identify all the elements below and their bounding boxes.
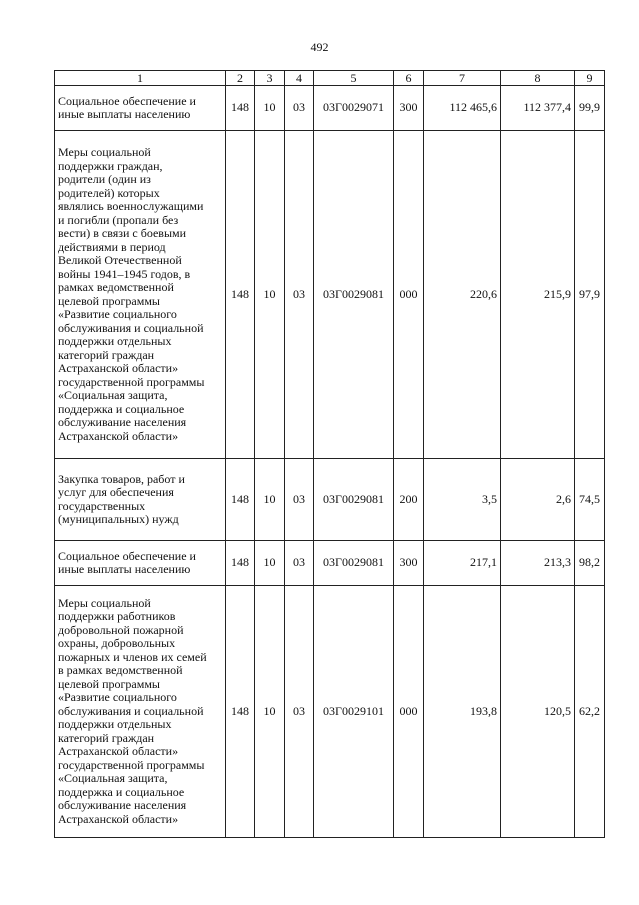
description-line: вести) в связи с боевыми xyxy=(58,226,187,240)
col-9-cell: 97,9 xyxy=(575,131,605,459)
description-line: поддержки граждан, xyxy=(58,158,163,173)
col-7-cell: 217,1 xyxy=(424,541,501,586)
description-line: Астраханской области» xyxy=(58,811,179,826)
description-line: Социальное обеспечение и xyxy=(58,93,196,108)
table-body xyxy=(55,71,605,838)
description-line: в рамках ведомственной xyxy=(58,663,183,678)
col-2-cell: 148 xyxy=(226,131,255,459)
description-line: (муниципальных) нужд xyxy=(58,512,179,526)
col-7-cell: 220,6 xyxy=(424,131,501,459)
col-2-cell: 148 xyxy=(226,541,255,586)
description-line: обслуживания и социальной xyxy=(58,320,204,335)
description-line: поддержка и социальное xyxy=(58,401,185,416)
column-header: 8 xyxy=(501,71,575,86)
description-line: Социальное обеспечение и xyxy=(58,548,196,563)
column-header: 5 xyxy=(314,71,394,86)
col-6-cell: 300 xyxy=(394,86,424,131)
budget-table xyxy=(54,70,605,838)
description-line: и погибли (пропали без xyxy=(58,212,179,227)
description-line: охраны, добровольных xyxy=(58,636,176,651)
col-9-cell: 98,2 xyxy=(575,541,605,586)
col-6-cell: 200 xyxy=(394,459,424,541)
col-5-cell: 03Г0029101 xyxy=(314,586,394,838)
description-line: поддержки отдельных xyxy=(58,717,172,732)
description-line: Астраханской области» xyxy=(58,428,179,443)
row-description xyxy=(55,586,226,838)
row-description xyxy=(55,86,226,131)
description-line: родителей) которых xyxy=(58,185,160,200)
description-line: обслуживания и социальной xyxy=(58,703,204,718)
col-8-cell: 2,6 xyxy=(501,459,575,541)
description-line: Астраханской области» xyxy=(58,744,179,759)
description-line: Великой Отечественной xyxy=(58,253,182,267)
col-7-cell: 3,5 xyxy=(424,459,501,541)
column-header: 4 xyxy=(285,71,314,86)
col-9-cell: 74,5 xyxy=(575,459,605,541)
col-6-cell: 300 xyxy=(394,541,424,586)
description-line: категорий граждан xyxy=(58,347,155,362)
description-line: действиями в период xyxy=(58,239,166,254)
column-header: 7 xyxy=(424,71,501,86)
col-9-cell: 99,9 xyxy=(575,86,605,131)
row-description xyxy=(55,131,226,459)
col-6-cell: 000 xyxy=(394,586,424,838)
col-3-cell: 10 xyxy=(255,131,285,459)
table-row xyxy=(55,586,605,838)
description-line: поддержки работников xyxy=(58,609,176,624)
description-line: «Социальная защита, xyxy=(58,388,168,402)
description-line: «Социальная защита, xyxy=(58,771,168,786)
description-line: войны 1941–1945 годов, в xyxy=(58,266,191,281)
column-header: 3 xyxy=(255,71,285,86)
table-row xyxy=(55,86,605,131)
description-line: государственных xyxy=(58,498,146,513)
row-description xyxy=(55,541,226,586)
description-line: Астраханской области» xyxy=(58,361,179,375)
col-3-cell: 10 xyxy=(255,86,285,131)
page-number: 492 xyxy=(310,40,329,54)
description-line: родители (один из xyxy=(58,172,151,186)
col-3-cell: 10 xyxy=(255,541,285,586)
description-line: целевой программы xyxy=(58,676,160,691)
col-8-cell: 215,9 xyxy=(501,131,575,459)
col-5-cell: 03Г0029081 xyxy=(314,541,394,586)
col-6-cell: 000 xyxy=(394,131,424,459)
col-2-cell: 148 xyxy=(226,459,255,541)
col-8-cell: 112 377,4 xyxy=(501,86,575,131)
description-line: поддержки отдельных xyxy=(58,334,172,348)
col-5-cell: 03Г0029071 xyxy=(314,86,394,131)
column-header: 9 xyxy=(575,71,605,86)
column-header: 1 xyxy=(55,71,226,86)
description-line: «Развитие социального xyxy=(58,690,177,705)
description-line: категорий граждан xyxy=(58,730,155,745)
row-description xyxy=(55,459,226,541)
col-2-cell: 148 xyxy=(226,86,255,131)
table-row xyxy=(55,131,605,459)
header-row xyxy=(55,71,605,86)
col-3-cell: 10 xyxy=(255,586,285,838)
col-8-cell: 213,3 xyxy=(501,541,575,586)
col-9-cell: 62,2 xyxy=(575,586,605,838)
column-header: 6 xyxy=(394,71,424,86)
col-3-cell: 10 xyxy=(255,459,285,541)
description-line: целевой программы xyxy=(58,293,160,308)
description-line: иные выплаты населению xyxy=(58,562,191,576)
description-line: обслуживание населения xyxy=(58,798,187,813)
col-4-cell: 03 xyxy=(285,459,314,541)
description-line: поддержка и социальное xyxy=(58,784,185,799)
col-4-cell: 03 xyxy=(285,586,314,838)
description-line: являлись военнослужащими xyxy=(58,199,204,213)
description-line: Меры социальной xyxy=(58,145,151,159)
col-7-cell: 112 465,6 xyxy=(424,86,501,131)
description-line: Меры социальной xyxy=(58,595,151,610)
col-4-cell: 03 xyxy=(285,541,314,586)
description-line: иные выплаты населению xyxy=(58,107,191,121)
description-line: услуг для обеспечения xyxy=(58,485,174,499)
col-4-cell: 03 xyxy=(285,131,314,459)
description-line: Закупка товаров, работ и xyxy=(58,471,185,486)
description-line: добровольной пожарной xyxy=(58,622,184,637)
description-line: рамках ведомственной xyxy=(58,280,174,294)
col-7-cell: 193,8 xyxy=(424,586,501,838)
description-line: обслуживание населения xyxy=(58,415,187,429)
col-4-cell: 03 xyxy=(285,86,314,131)
description-line: государственной программы xyxy=(58,374,205,389)
col-8-cell: 120,5 xyxy=(501,586,575,838)
col-5-cell: 03Г0029081 xyxy=(314,459,394,541)
col-2-cell: 148 xyxy=(226,586,255,838)
description-line: «Развитие социального xyxy=(58,307,177,321)
table-row xyxy=(55,459,605,541)
col-5-cell: 03Г0029081 xyxy=(314,131,394,459)
column-header: 2 xyxy=(226,71,255,86)
description-line: государственной программы xyxy=(58,757,205,772)
table-row xyxy=(55,541,605,586)
description-line: пожарных и членов их семей xyxy=(58,649,207,664)
